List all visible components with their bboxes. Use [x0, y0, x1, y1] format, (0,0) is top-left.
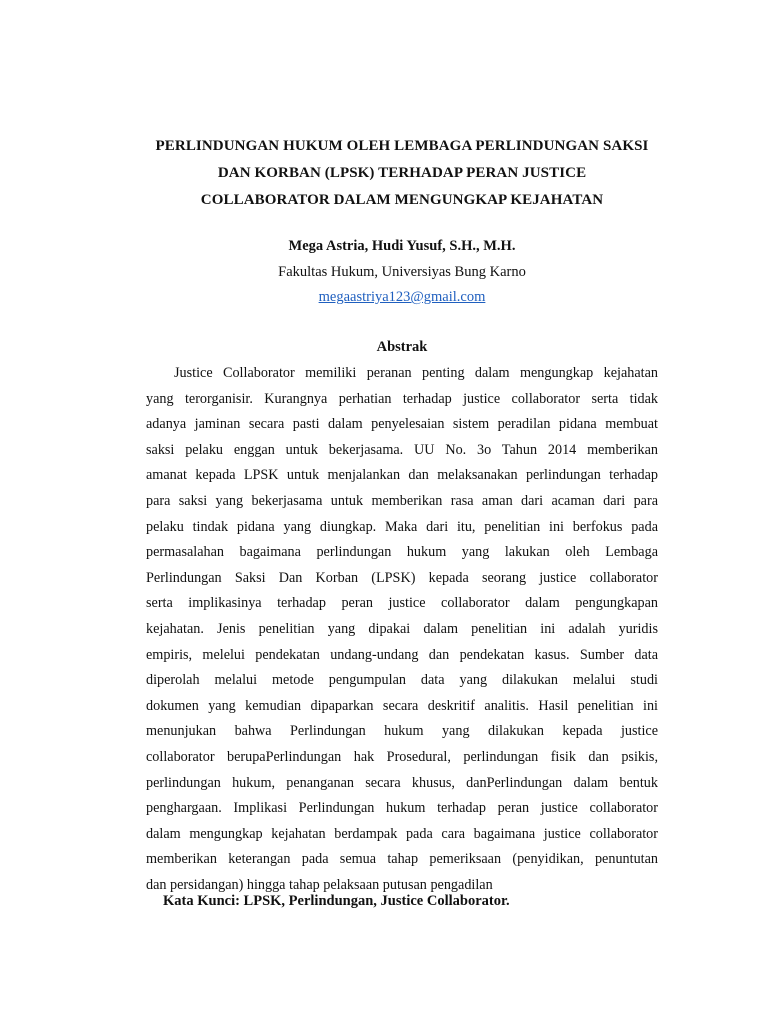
abstract-line: para saksi yang bekerjasama untuk memberikan rasa aman dari acaman dari para: [146, 492, 658, 509]
abstract-line: memberikan keterangan pada semua tahap pemeriksaan (penyidikan, penuntutan: [146, 851, 658, 868]
title-line-3: COLLABORATOR DALAM MENGUNGKAP KEJAHATAN: [200, 192, 604, 208]
paper-authors: Mega Astria, Hudi Yusuf, S.H., M.H.: [288, 238, 516, 254]
author-email: [100, 287, 704, 307]
abstract-line: dalam mengungkap kejahatan berdampak pada cara bagaimana justice collaborator: [146, 825, 658, 842]
abstract-line: Perlindungan Saksi Dan Korban (LPSK) kepada seorang justice collaborator: [146, 569, 658, 586]
abstract-line: saksi pelaku enggan untuk bekerjasama. UU No. 3o Tahun 2014 memberikan: [146, 441, 658, 458]
paper-keywords: Kata Kunci: LPSK, Perlindungan, Justice Collaborator.: [163, 893, 510, 909]
paper-affiliation: Fakultas Hukum, Universiyas Bung Karno: [278, 264, 526, 280]
abstract-line: empiris, melelui pendekatan undang-undang dan pendekatan kasus. Sumber data: [146, 646, 658, 663]
abstract-line: kejahatan. Jenis penelitian yang dipakai dalam penelitian ini adalah yuridis: [146, 620, 658, 637]
abstract-line: pelaku tindak pidana yang diungkap. Maka dari itu, penelitian ini berfokus pada: [146, 518, 658, 535]
abstract-line: penghargaan. Implikasi Perlindungan hukum terhadap peran justice collaborator: [146, 800, 658, 817]
abstract-line: menunjukan bahwa Perlindungan hukum yang dilakukan kepada justice: [146, 723, 658, 740]
title-line-2: DAN KORBAN (LPSK) TERHADAP PERAN JUSTICE: [217, 165, 587, 181]
abstract-heading: Abstrak: [376, 339, 428, 355]
title-line-1: PERLINDUNGAN HUKUM OLEH LEMBAGA PERLINDUNGAN SAKSI: [155, 138, 649, 154]
abstract-line: dan persidangan) hingga tahap pelaksaan putusan pengadilan: [146, 876, 493, 893]
abstract-line: diperolah melalui metode pengumpulan data yang dilakukan melalui studi: [146, 672, 658, 689]
abstract-line: yang terorganisir. Kurangnya perhatian terhadap justice collaborator serta tidak: [146, 390, 658, 407]
abstract-line: perlindungan hukum, penanganan secara khusus, danPerlindungan dalam bentuk: [146, 774, 658, 791]
abstract-line: serta implikasinya terhadap peran justice collaborator dalam pengungkapan: [146, 595, 658, 612]
abstract-line: collaborator berupaPerlindungan hak Prosedural, perlindungan fisik dan psikis,: [146, 748, 658, 765]
abstract-line: amanat kepada LPSK untuk menjalankan dan melaksanakan perlindungan terhadap: [146, 467, 658, 484]
abstract-line: permasalahan bagaimana perlindungan hukum yang lakukan oleh Lembaga: [146, 544, 658, 561]
paper-title: [100, 133, 704, 214]
abstract-line: dokumen yang kemudian dipaparkan secara deskritif analitis. Hasil penelitian ini: [146, 697, 658, 714]
abstract-line: adanya jaminan secara pasti dalam penyelesaian sistem peradilan pidana membuat: [146, 416, 658, 433]
author-email-link[interactable]: megaastriya123@gmail.com: [318, 289, 486, 305]
abstract-body: [146, 361, 658, 898]
abstract-line: Justice Collaborator memiliki peranan penting dalam mengungkap kejahatan: [174, 365, 658, 381]
